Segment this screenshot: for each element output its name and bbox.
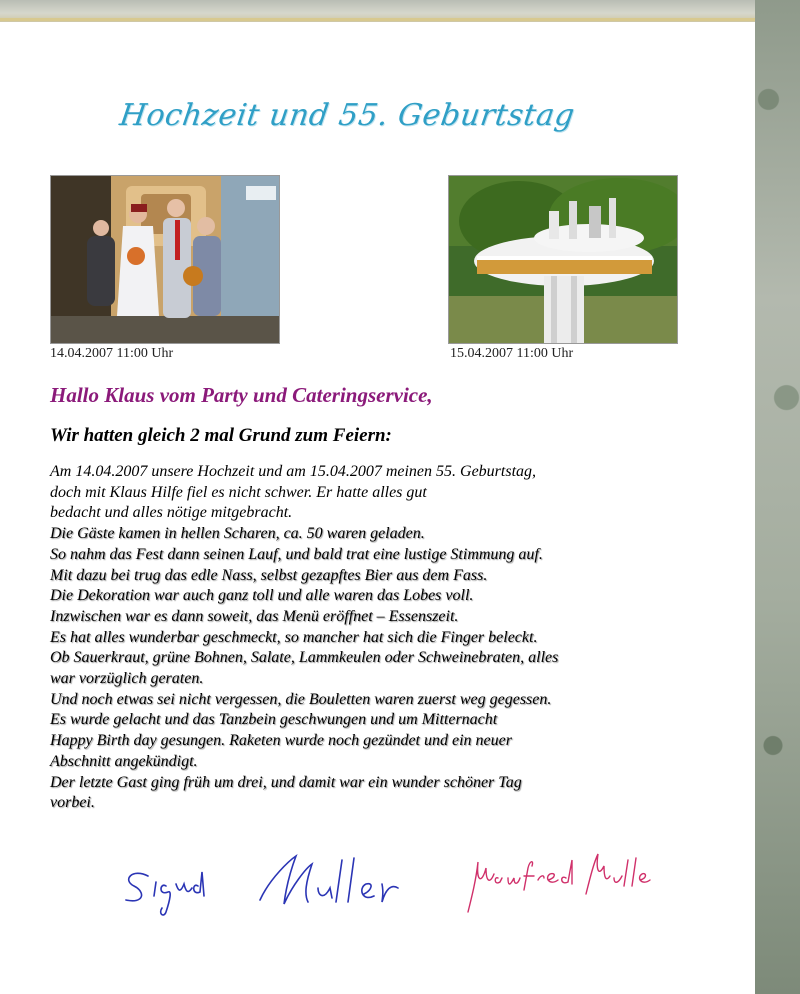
photo-caption-2: 15.04.2007 11:00 Uhr xyxy=(450,346,574,361)
body-line: Ob Sauerkraut, grüne Bohnen, Salate, Lammkeulen oder Schweinebraten, alles xyxy=(50,649,559,667)
body-line: Abschnitt angekündigt. xyxy=(50,752,198,770)
body-line: Die Dekoration war auch ganz toll und alle waren das Lobes voll. xyxy=(50,587,474,605)
body-line: bedacht und alles nötige mitgebracht. xyxy=(50,504,293,522)
signatures xyxy=(120,838,660,948)
body-line: Und noch etwas sei nicht vergessen, die Bouletten waren zuerst weg gegessen. xyxy=(50,690,552,708)
signature-sigrid-mueller xyxy=(126,856,398,915)
signature-manfred-mueller xyxy=(468,854,650,912)
body-line: war vorzüglich geraten. xyxy=(50,670,204,688)
buffet-photo xyxy=(448,175,678,344)
body-line: Es hat alles wunderbar geschmeckt, so mancher hat sich die Finger beleckt. xyxy=(50,628,538,646)
subheading: Wir hatten gleich 2 mal Grund zum Feiern: xyxy=(50,425,392,446)
marble-border xyxy=(755,0,800,994)
body-line: vorbei. xyxy=(50,794,95,812)
body-line: Es wurde gelacht und das Tanzbein geschwungen und um Mitternacht xyxy=(50,711,498,729)
body-line: Die Gäste kamen in hellen Scharen, ca. 50 waren geladen. xyxy=(50,525,425,543)
letter-body xyxy=(50,462,690,814)
body-line: Mit dazu bei trug das edle Nass, selbst gezapftes Bier aus dem Fass. xyxy=(50,566,488,584)
body-line: Am 14.04.2007 unsere Hochzeit und am 15.04.2007 meinen 55. Geburtstag, xyxy=(50,463,537,480)
greeting: Hallo Klaus vom Party und Cateringservice, xyxy=(50,383,433,407)
body-line: doch mit Klaus Hilfe fiel es nicht schwer. Er hatte alles gut xyxy=(50,483,427,501)
page-title: Hochzeit und 55. Geburtstag xyxy=(117,98,577,133)
body-line: Der letzte Gast ging früh um drei, und damit war ein wunder schöner Tag xyxy=(50,773,522,791)
wedding-photo xyxy=(50,175,280,344)
body-line: Inzwischen war es dann soweit, das Menü eröffnet – Essenszeit. xyxy=(50,607,459,625)
photo-caption-1: 14.04.2007 11:00 Uhr xyxy=(50,346,174,361)
gold-line xyxy=(0,18,755,21)
body-line: Happy Birth day gesungen. Raketen wurde noch gezündet und ein neuer xyxy=(50,732,512,750)
body-line: So nahm das Fest dann seinen Lauf, und bald trat eine lustige Stimmung auf. xyxy=(50,545,543,563)
